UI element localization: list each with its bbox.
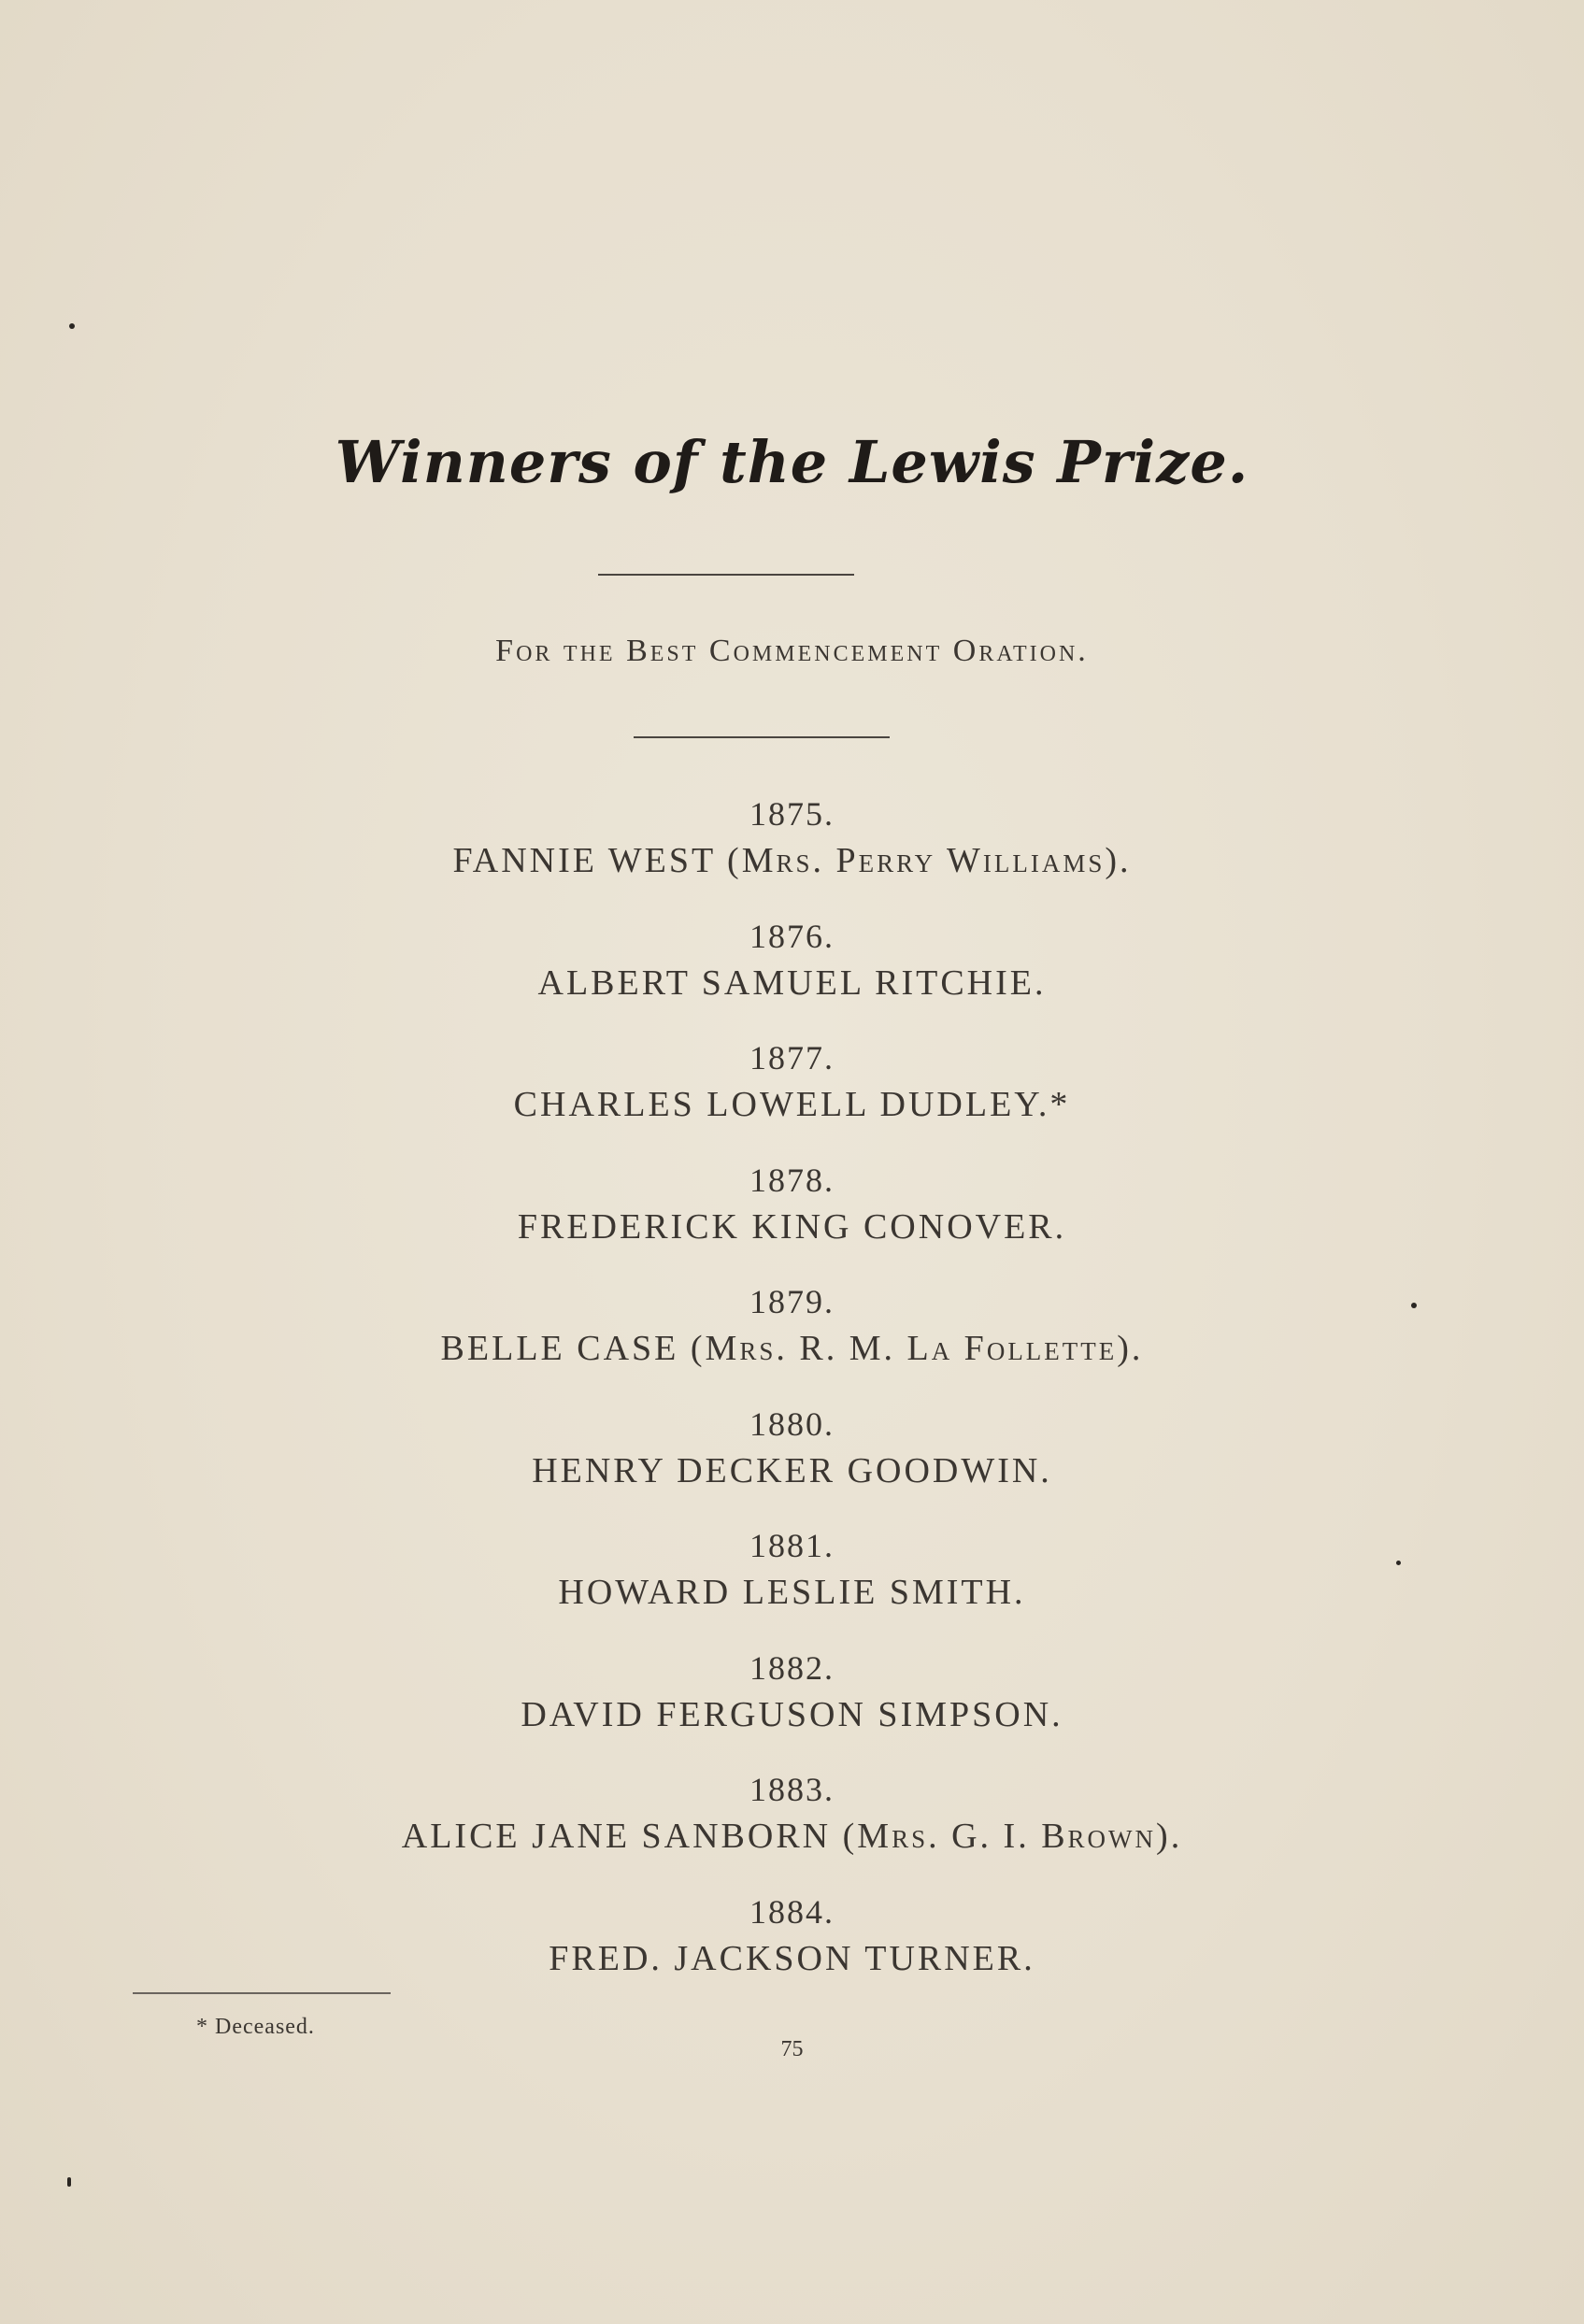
entry-year: 1884. <box>749 1892 835 1931</box>
paper-speck <box>67 2177 71 2187</box>
entry-line <box>0 1325 1584 1372</box>
list-item <box>0 1766 1584 1889</box>
footnote: * Deceased. <box>196 2015 315 2039</box>
entry-note: (Mrs. G. I. Brown). <box>842 1817 1183 1856</box>
list-item <box>0 1522 1584 1645</box>
winners-list <box>0 791 1584 2010</box>
entry-year: 1880. <box>749 1404 835 1443</box>
footnote-rule <box>133 1992 391 1994</box>
subtitle-rule <box>634 736 890 738</box>
entry-line <box>0 1813 1584 1860</box>
page-subtitle: For the Best Commencement Oration. <box>495 634 1089 668</box>
entry-name: FRED. JACKSON TURNER. <box>549 1938 1035 1978</box>
entry-year: 1878. <box>749 1161 835 1199</box>
entry-year: 1882. <box>749 1648 835 1687</box>
title-rule <box>598 574 854 576</box>
entry-note: (Mrs. Perry Williams). <box>727 841 1132 880</box>
list-item <box>0 1034 1584 1157</box>
entry-year: 1883. <box>749 1771 835 1808</box>
list-item <box>0 1645 1584 1767</box>
paper-speck <box>1396 1561 1401 1565</box>
entry-name: BELLE CASE <box>440 1329 679 1368</box>
entry-line <box>0 1081 1584 1128</box>
entry-name: CHARLES LOWELL DUDLEY.* <box>513 1085 1071 1124</box>
entry-year: 1881. <box>749 1527 835 1564</box>
entry-name: HOWARD LESLIE SMITH. <box>558 1573 1026 1612</box>
entry-year: 1879. <box>749 1283 835 1320</box>
page-title: Winners of the Lewis Prize. <box>335 428 1249 496</box>
entry-year: 1875. <box>749 795 835 833</box>
paper-speck <box>1411 1303 1417 1308</box>
entry-line <box>0 1935 1584 1982</box>
entry-note: (Mrs. R. M. La Follette). <box>690 1329 1144 1368</box>
entry-line <box>0 837 1584 884</box>
list-item <box>0 1401 1584 1523</box>
entry-line <box>0 1569 1584 1616</box>
entry-name: FANNIE WEST <box>452 841 716 880</box>
entry-name: FREDERICK KING CONOVER. <box>517 1206 1067 1247</box>
entry-name: DAVID FERGUSON SIMPSON. <box>521 1694 1063 1734</box>
list-item <box>0 1157 1584 1279</box>
entry-year: 1876. <box>749 917 835 955</box>
paper-speck <box>69 323 75 329</box>
list-item <box>0 791 1584 913</box>
entry-line <box>0 1691 1584 1738</box>
entry-line <box>0 1447 1584 1494</box>
entry-name: HENRY DECKER GOODWIN. <box>532 1450 1052 1490</box>
entry-name: ALICE JANE SANBORN <box>401 1817 832 1856</box>
entry-name: ALBERT SAMUEL RITCHIE. <box>537 962 1047 1003</box>
entry-year: 1877. <box>749 1039 835 1076</box>
entry-line <box>0 1204 1584 1250</box>
list-item <box>0 1278 1584 1401</box>
page-number: 75 <box>780 2037 804 2061</box>
entry-line <box>0 960 1584 1006</box>
list-item <box>0 913 1584 1035</box>
